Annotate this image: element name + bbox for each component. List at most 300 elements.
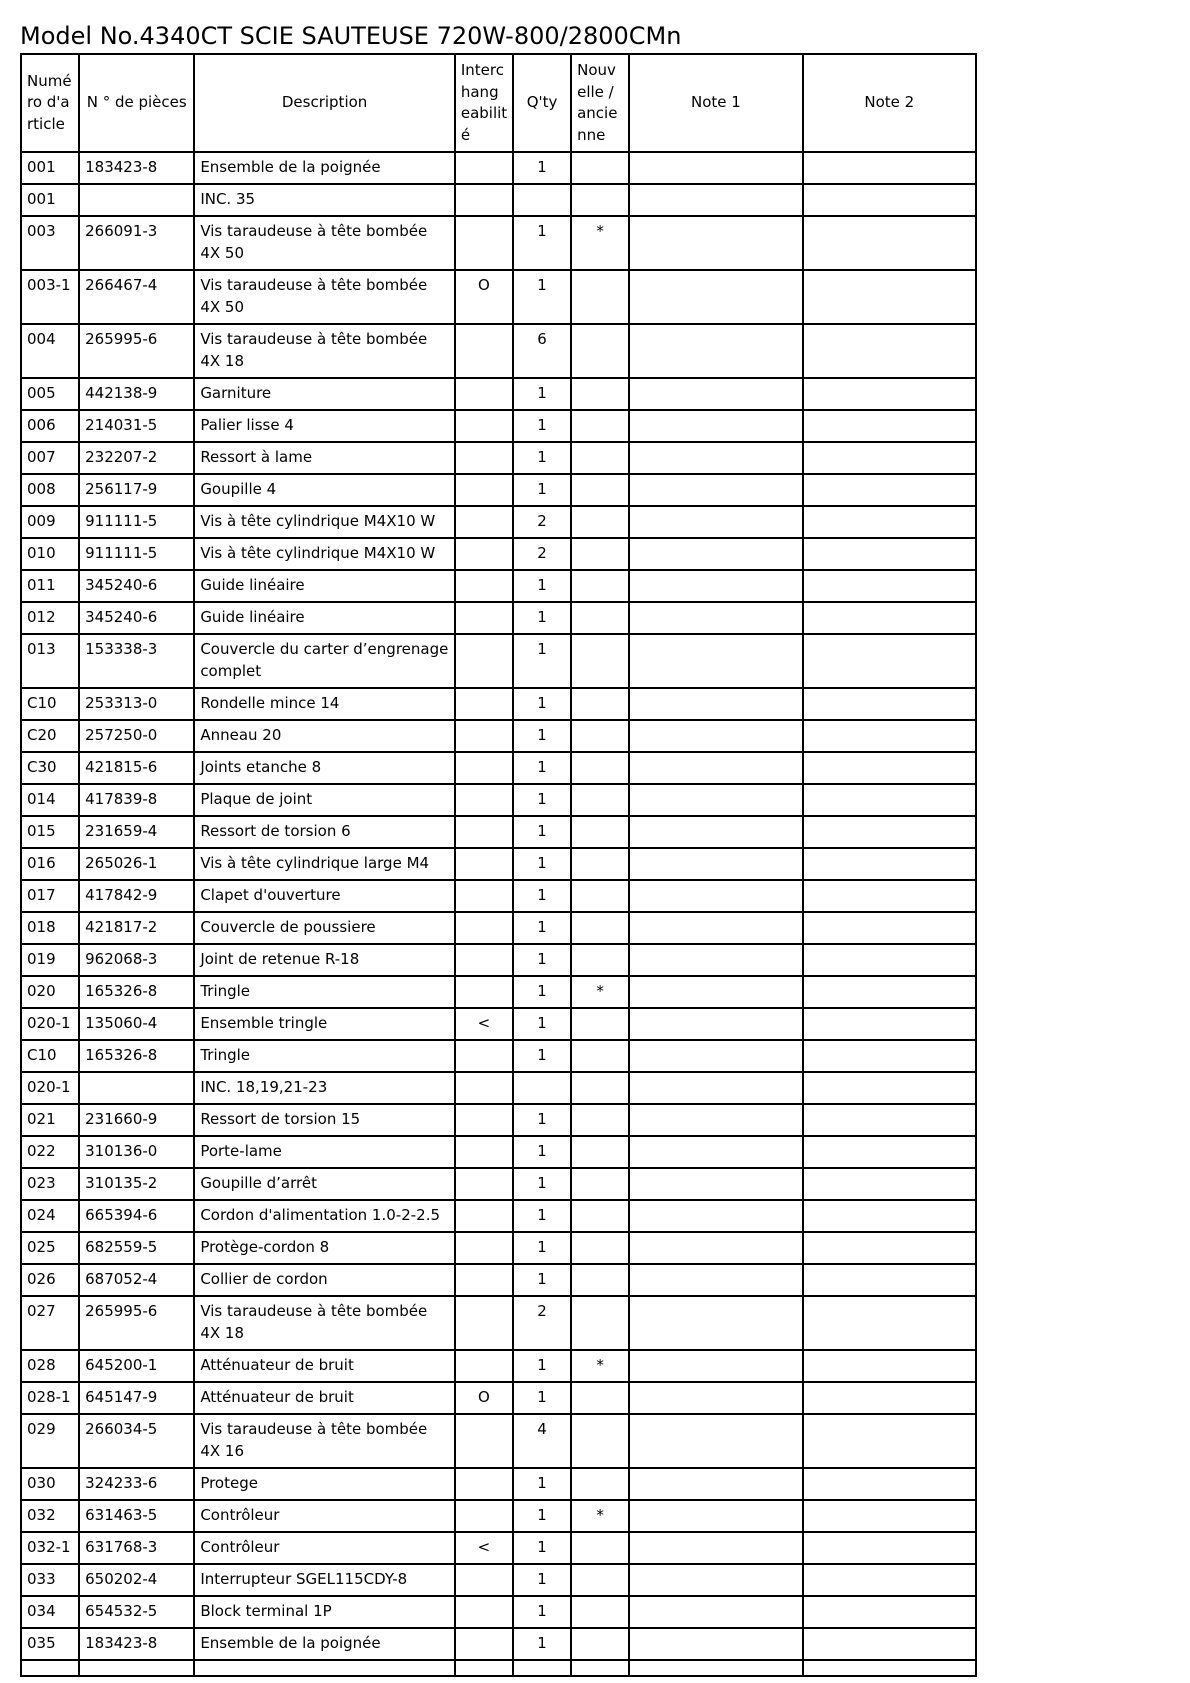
interchangeability-cell (455, 378, 513, 410)
description-cell: Vis taraudeuse à tête bombée 4X 50 (194, 270, 455, 324)
description-cell: Plaque de joint (194, 784, 455, 816)
item-number-cell: 012 (21, 602, 79, 634)
table-row (21, 1072, 976, 1104)
item-number-cell: 025 (21, 1232, 79, 1264)
part-number-cell: 345240-6 (79, 570, 194, 602)
interchangeability-cell (455, 1072, 513, 1104)
item-number-cell: 001 (21, 184, 79, 216)
table-row (21, 1008, 976, 1040)
quantity-cell: 1 (513, 976, 571, 1008)
table-row (21, 1040, 976, 1072)
empty-cell (629, 1660, 802, 1676)
quantity-cell: 1 (513, 752, 571, 784)
table-row (21, 1264, 976, 1296)
description-cell: Atténuateur de bruit (194, 1382, 455, 1414)
quantity-cell: 1 (513, 634, 571, 688)
quantity-cell: 1 (513, 1040, 571, 1072)
description-cell: Collier de cordon (194, 1264, 455, 1296)
quantity-cell: 1 (513, 784, 571, 816)
header-note-2: Note 2 (803, 54, 976, 152)
interchangeability-cell (455, 1350, 513, 1382)
note-1-cell (629, 216, 802, 270)
new-old-cell (571, 570, 629, 602)
interchangeability-cell (455, 538, 513, 570)
new-old-cell (571, 1382, 629, 1414)
interchangeability-cell (455, 1168, 513, 1200)
interchangeability-cell (455, 1104, 513, 1136)
new-old-cell (571, 1564, 629, 1596)
item-number-cell: 010 (21, 538, 79, 570)
quantity-cell: 2 (513, 506, 571, 538)
part-number-cell: 654532-5 (79, 1596, 194, 1628)
table-row (21, 1382, 976, 1414)
interchangeability-cell (455, 474, 513, 506)
description-cell: Rondelle mince 14 (194, 688, 455, 720)
quantity-cell: 1 (513, 1532, 571, 1564)
table-row (21, 1350, 976, 1382)
item-number-cell: 028 (21, 1350, 79, 1382)
item-number-cell: 008 (21, 474, 79, 506)
interchangeability-cell (455, 688, 513, 720)
quantity-cell: 1 (513, 1628, 571, 1660)
interchangeability-cell (455, 602, 513, 634)
quantity-cell: 1 (513, 442, 571, 474)
item-number-cell: 021 (21, 1104, 79, 1136)
item-number-cell: C10 (21, 1040, 79, 1072)
new-old-cell (571, 152, 629, 184)
quantity-cell: 1 (513, 1200, 571, 1232)
interchangeability-cell (455, 216, 513, 270)
note-2-cell (803, 270, 976, 324)
quantity-cell: 1 (513, 270, 571, 324)
description-cell: Guide linéaire (194, 570, 455, 602)
note-2-cell (803, 634, 976, 688)
interchangeability-cell (455, 784, 513, 816)
description-cell: Tringle (194, 976, 455, 1008)
description-cell: Joints etanche 8 (194, 752, 455, 784)
table-row (21, 1200, 976, 1232)
interchangeability-cell (455, 1040, 513, 1072)
note-2-cell (803, 944, 976, 976)
table-row (21, 976, 976, 1008)
quantity-cell: 2 (513, 538, 571, 570)
table-row (21, 784, 976, 816)
interchangeability-cell (455, 152, 513, 184)
note-2-cell (803, 752, 976, 784)
new-old-cell (571, 270, 629, 324)
description-cell: Ressort de torsion 6 (194, 816, 455, 848)
note-2-cell (803, 1532, 976, 1564)
new-old-cell (571, 184, 629, 216)
quantity-cell (513, 1072, 571, 1104)
note-1-cell (629, 1008, 802, 1040)
part-number-cell: 645200-1 (79, 1350, 194, 1382)
part-number-cell: 442138-9 (79, 378, 194, 410)
quantity-cell: 1 (513, 1232, 571, 1264)
quantity-cell: 1 (513, 570, 571, 602)
note-1-cell (629, 1104, 802, 1136)
quantity-cell: 1 (513, 1350, 571, 1382)
empty-cell (571, 1660, 629, 1676)
part-number-cell: 231660-9 (79, 1104, 194, 1136)
new-old-cell: * (571, 216, 629, 270)
part-number-cell: 183423-8 (79, 1628, 194, 1660)
item-number-cell: 032-1 (21, 1532, 79, 1564)
note-1-cell (629, 152, 802, 184)
new-old-cell (571, 1414, 629, 1468)
quantity-cell: 1 (513, 1468, 571, 1500)
description-cell: Ressort à lame (194, 442, 455, 474)
description-cell: Garniture (194, 378, 455, 410)
item-number-cell: 023 (21, 1168, 79, 1200)
item-number-cell: 033 (21, 1564, 79, 1596)
note-2-cell (803, 1264, 976, 1296)
note-2-cell (803, 976, 976, 1008)
description-cell: Couvercle du carter d’engrenage complet (194, 634, 455, 688)
item-number-cell: 015 (21, 816, 79, 848)
interchangeability-cell (455, 1500, 513, 1532)
quantity-cell: 1 (513, 378, 571, 410)
part-number-cell: 256117-9 (79, 474, 194, 506)
note-2-cell (803, 1104, 976, 1136)
note-2-cell (803, 1468, 976, 1500)
part-number-cell: 183423-8 (79, 152, 194, 184)
part-number-cell: 631768-3 (79, 1532, 194, 1564)
table-row (21, 1500, 976, 1532)
table-row (21, 1136, 976, 1168)
part-number-cell: 266034-5 (79, 1414, 194, 1468)
interchangeability-cell: O (455, 270, 513, 324)
item-number-cell: C10 (21, 688, 79, 720)
quantity-cell: 1 (513, 1168, 571, 1200)
item-number-cell: 007 (21, 442, 79, 474)
note-1-cell (629, 1040, 802, 1072)
part-number-cell: 631463-5 (79, 1500, 194, 1532)
note-2-cell (803, 1040, 976, 1072)
table-row (21, 720, 976, 752)
header-interchangeability: Interc hang eabilit é (455, 54, 513, 152)
note-2-cell (803, 784, 976, 816)
part-number-cell: 266091-3 (79, 216, 194, 270)
table-row (21, 602, 976, 634)
interchangeability-cell (455, 1232, 513, 1264)
new-old-cell (571, 1628, 629, 1660)
note-2-cell (803, 1296, 976, 1350)
table-row (21, 912, 976, 944)
note-2-cell (803, 720, 976, 752)
note-2-cell (803, 410, 976, 442)
table-row (21, 442, 976, 474)
note-2-cell (803, 880, 976, 912)
table-row (21, 848, 976, 880)
new-old-cell (571, 474, 629, 506)
note-1-cell (629, 442, 802, 474)
note-1-cell (629, 506, 802, 538)
parts-table (20, 53, 977, 1677)
part-number-cell: 962068-3 (79, 944, 194, 976)
note-1-cell (629, 688, 802, 720)
note-1-cell (629, 880, 802, 912)
description-cell: Atténuateur de bruit (194, 1350, 455, 1382)
note-1-cell (629, 1500, 802, 1532)
description-cell: Block terminal 1P (194, 1596, 455, 1628)
note-1-cell (629, 570, 802, 602)
note-1-cell (629, 752, 802, 784)
note-2-cell (803, 1008, 976, 1040)
note-2-cell (803, 1168, 976, 1200)
quantity-cell: 1 (513, 1382, 571, 1414)
part-number-cell: 231659-4 (79, 816, 194, 848)
note-2-cell (803, 474, 976, 506)
new-old-cell (571, 816, 629, 848)
table-row (21, 1532, 976, 1564)
note-2-cell (803, 538, 976, 570)
table-row (21, 1296, 976, 1350)
table-row (21, 506, 976, 538)
note-1-cell (629, 1200, 802, 1232)
table-row (21, 474, 976, 506)
item-number-cell: 009 (21, 506, 79, 538)
new-old-cell (571, 1040, 629, 1072)
interchangeability-cell (455, 1136, 513, 1168)
note-2-cell (803, 912, 976, 944)
part-number-cell: 265026-1 (79, 848, 194, 880)
part-number-cell: 650202-4 (79, 1564, 194, 1596)
quantity-cell: 1 (513, 1500, 571, 1532)
table-row (21, 1564, 976, 1596)
note-2-cell (803, 1200, 976, 1232)
part-number-cell: 421817-2 (79, 912, 194, 944)
part-number-cell: 266467-4 (79, 270, 194, 324)
interchangeability-cell (455, 848, 513, 880)
part-number-cell: 265995-6 (79, 324, 194, 378)
interchangeability-cell (455, 506, 513, 538)
new-old-cell (571, 410, 629, 442)
interchangeability-cell (455, 324, 513, 378)
item-number-cell: 003-1 (21, 270, 79, 324)
description-cell: Joint de retenue R-18 (194, 944, 455, 976)
note-2-cell (803, 1232, 976, 1264)
note-2-cell (803, 848, 976, 880)
table-row (21, 538, 976, 570)
item-number-cell: 035 (21, 1628, 79, 1660)
note-2-cell (803, 1382, 976, 1414)
description-cell: Tringle (194, 1040, 455, 1072)
note-1-cell (629, 1350, 802, 1382)
quantity-cell: 1 (513, 1008, 571, 1040)
table-row (21, 752, 976, 784)
description-cell: Cordon d'alimentation 1.0-2-2.5 (194, 1200, 455, 1232)
note-2-cell (803, 688, 976, 720)
description-cell: INC. 35 (194, 184, 455, 216)
description-cell: Vis à tête cylindrique M4X10 W (194, 506, 455, 538)
note-1-cell (629, 784, 802, 816)
note-2-cell (803, 152, 976, 184)
interchangeability-cell (455, 1628, 513, 1660)
item-number-cell: 034 (21, 1596, 79, 1628)
table-row (21, 634, 976, 688)
table-row (21, 1232, 976, 1264)
new-old-cell (571, 1468, 629, 1500)
table-row (21, 570, 976, 602)
table-row (21, 270, 976, 324)
new-old-cell (571, 1136, 629, 1168)
empty-cell (194, 1660, 455, 1676)
note-1-cell (629, 912, 802, 944)
new-old-cell (571, 1200, 629, 1232)
parts-table-body (21, 152, 976, 1676)
new-old-cell (571, 720, 629, 752)
new-old-cell (571, 378, 629, 410)
interchangeability-cell (455, 442, 513, 474)
new-old-cell (571, 538, 629, 570)
part-number-cell: 153338-3 (79, 634, 194, 688)
interchangeability-cell (455, 410, 513, 442)
quantity-cell: 6 (513, 324, 571, 378)
part-number-cell: 165326-8 (79, 1040, 194, 1072)
description-cell: Vis taraudeuse à tête bombée 4X 50 (194, 216, 455, 270)
part-number-cell (79, 184, 194, 216)
description-cell: Ensemble de la poignée (194, 1628, 455, 1660)
item-number-cell: 020-1 (21, 1072, 79, 1104)
table-row (21, 688, 976, 720)
part-number-cell: 645147-9 (79, 1382, 194, 1414)
quantity-cell: 1 (513, 410, 571, 442)
part-number-cell (79, 1072, 194, 1104)
interchangeability-cell: O (455, 1382, 513, 1414)
quantity-cell: 1 (513, 152, 571, 184)
empty-cell (803, 1660, 976, 1676)
item-number-cell: 032 (21, 1500, 79, 1532)
table-row (21, 410, 976, 442)
item-number-cell: 004 (21, 324, 79, 378)
part-number-cell: 345240-6 (79, 602, 194, 634)
table-row (21, 1468, 976, 1500)
part-number-cell: 417842-9 (79, 880, 194, 912)
item-number-cell: 011 (21, 570, 79, 602)
item-number-cell: 018 (21, 912, 79, 944)
description-cell: Vis à tête cylindrique large M4 (194, 848, 455, 880)
item-number-cell: 019 (21, 944, 79, 976)
quantity-cell: 1 (513, 1264, 571, 1296)
new-old-cell (571, 880, 629, 912)
note-2-cell (803, 324, 976, 378)
part-number-cell: 310135-2 (79, 1168, 194, 1200)
part-number-cell: 687052-4 (79, 1264, 194, 1296)
part-number-cell: 911111-5 (79, 506, 194, 538)
note-1-cell (629, 1072, 802, 1104)
note-1-cell (629, 976, 802, 1008)
part-number-cell: 421815-6 (79, 752, 194, 784)
quantity-cell: 1 (513, 720, 571, 752)
quantity-cell (513, 184, 571, 216)
quantity-cell: 1 (513, 1104, 571, 1136)
empty-cell (79, 1660, 194, 1676)
new-old-cell (571, 784, 629, 816)
description-cell: Interrupteur SGEL115CDY-8 (194, 1564, 455, 1596)
header-item-number: Numé ro d'a rticle (21, 54, 79, 152)
item-number-cell: 027 (21, 1296, 79, 1350)
description-cell: Ensemble tringle (194, 1008, 455, 1040)
interchangeability-cell (455, 1414, 513, 1468)
interchangeability-cell (455, 1468, 513, 1500)
table-row (21, 1168, 976, 1200)
note-1-cell (629, 1628, 802, 1660)
note-1-cell (629, 944, 802, 976)
item-number-cell: C20 (21, 720, 79, 752)
description-cell: Guide linéaire (194, 602, 455, 634)
part-number-cell: 682559-5 (79, 1232, 194, 1264)
table-row-cut-off (21, 1660, 976, 1676)
table-row (21, 378, 976, 410)
note-2-cell (803, 1072, 976, 1104)
new-old-cell (571, 752, 629, 784)
item-number-cell: 017 (21, 880, 79, 912)
empty-cell (21, 1660, 79, 1676)
new-old-cell (571, 848, 629, 880)
note-2-cell (803, 1564, 976, 1596)
note-2-cell (803, 216, 976, 270)
table-row (21, 152, 976, 184)
interchangeability-cell: < (455, 1532, 513, 1564)
note-2-cell (803, 1414, 976, 1468)
description-cell: Protege (194, 1468, 455, 1500)
interchangeability-cell (455, 880, 513, 912)
part-number-cell: 417839-8 (79, 784, 194, 816)
item-number-cell: 028-1 (21, 1382, 79, 1414)
note-1-cell (629, 1296, 802, 1350)
description-cell: INC. 18,19,21-23 (194, 1072, 455, 1104)
interchangeability-cell (455, 1564, 513, 1596)
interchangeability-cell (455, 570, 513, 602)
header-part-number: N ° de pièces (79, 54, 194, 152)
note-1-cell (629, 1414, 802, 1468)
part-number-cell: 911111-5 (79, 538, 194, 570)
new-old-cell (571, 602, 629, 634)
header-description: Description (194, 54, 455, 152)
description-cell: Vis taraudeuse à tête bombée 4X 18 (194, 324, 455, 378)
note-1-cell (629, 378, 802, 410)
description-cell: Palier lisse 4 (194, 410, 455, 442)
description-cell: Vis taraudeuse à tête bombée 4X 16 (194, 1414, 455, 1468)
part-number-cell: 310136-0 (79, 1136, 194, 1168)
note-1-cell (629, 1264, 802, 1296)
interchangeability-cell (455, 1596, 513, 1628)
quantity-cell: 1 (513, 944, 571, 976)
new-old-cell (571, 1072, 629, 1104)
quantity-cell: 1 (513, 602, 571, 634)
item-number-cell: 024 (21, 1200, 79, 1232)
new-old-cell (571, 912, 629, 944)
new-old-cell (571, 944, 629, 976)
part-number-cell: 665394-6 (79, 1200, 194, 1232)
table-row (21, 184, 976, 216)
part-number-cell: 232207-2 (79, 442, 194, 474)
interchangeability-cell (455, 912, 513, 944)
item-number-cell: 022 (21, 1136, 79, 1168)
table-row (21, 1596, 976, 1628)
header-new-old: Nouv elle / ancie nne (571, 54, 629, 152)
quantity-cell: 2 (513, 1296, 571, 1350)
new-old-cell (571, 1104, 629, 1136)
item-number-cell: 030 (21, 1468, 79, 1500)
item-number-cell: 001 (21, 152, 79, 184)
new-old-cell (571, 634, 629, 688)
quantity-cell: 1 (513, 1564, 571, 1596)
interchangeability-cell (455, 944, 513, 976)
part-number-cell: 165326-8 (79, 976, 194, 1008)
table-row (21, 880, 976, 912)
